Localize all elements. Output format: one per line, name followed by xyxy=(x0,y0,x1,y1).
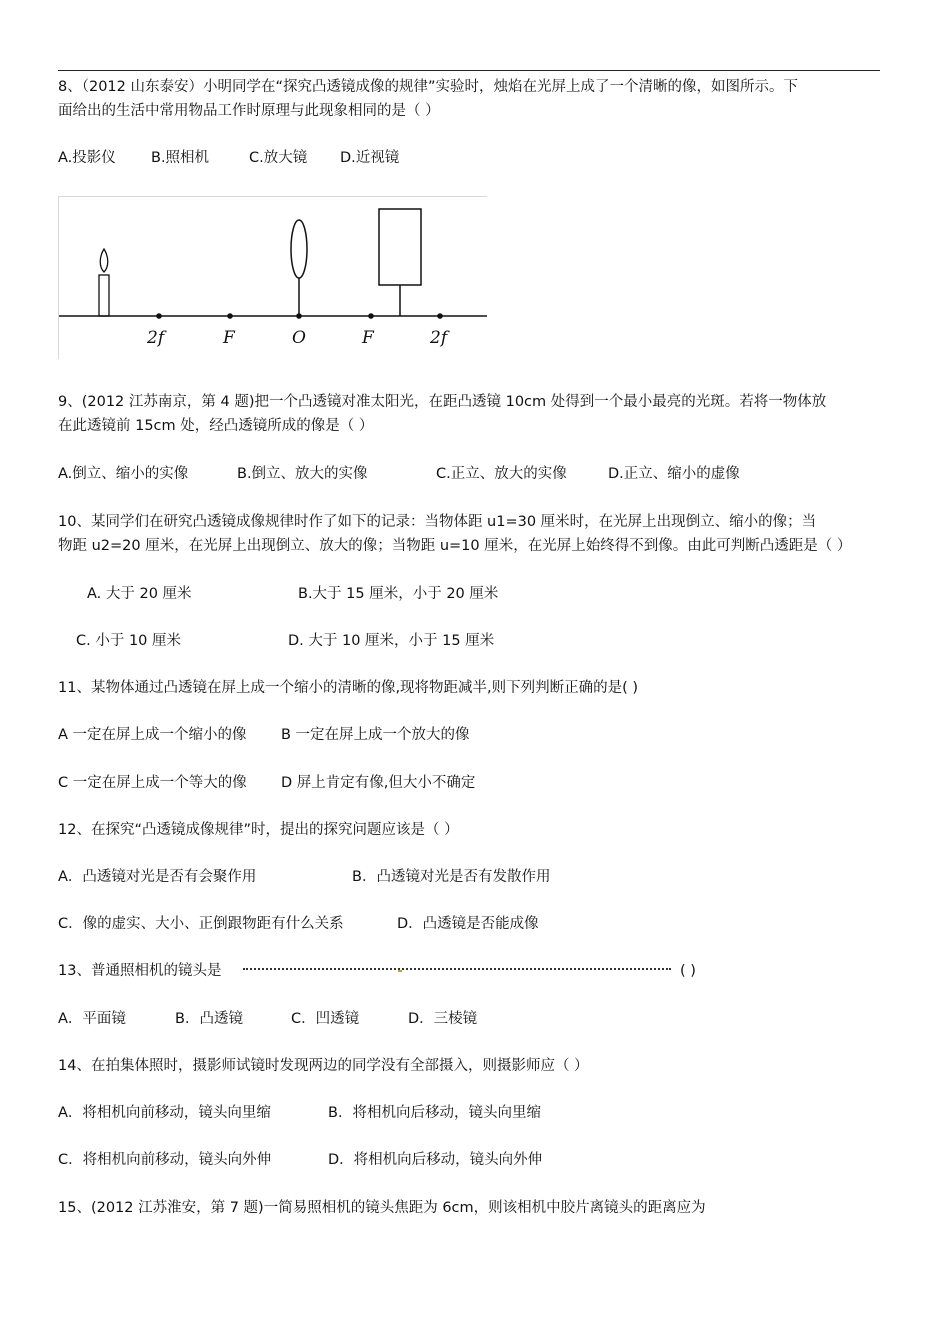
question-11-option-d: D 屏上肯定有像,但大小不确定 xyxy=(281,775,476,791)
label-o: O xyxy=(292,328,306,348)
question-9-option-c: C.正立、放大的实像 xyxy=(436,466,567,482)
question-13-line-1: 13、普通照相机的镜头是 xyxy=(58,963,222,979)
question-12-option-b: B．凸透镜对光是否有发散作用 xyxy=(352,869,551,885)
question-13-dotted-leader xyxy=(243,968,671,970)
question-14-line-1: 14、在拍集体照时，摄影师试镜时发现两边的同学没有全部摄入，则摄影师应（ ） xyxy=(58,1058,589,1074)
question-14-option-a: A．将相机向前移动，镜头向里缩 xyxy=(58,1105,271,1121)
candle-flame xyxy=(100,249,108,272)
question-13-option-b: B．凸透镜 xyxy=(175,1011,243,1027)
question-13-answer-blank: ( ) xyxy=(680,963,696,979)
label-2f-left: 2f xyxy=(147,328,165,348)
question-9-line-1: 9、(2012 江苏南京，第 4 题)把一个凸透镜对准太阳光，在距凸透镜 10cm 处得到一个最小最亮的光斑。若将一物体放 xyxy=(58,394,827,410)
question-15-line-1: 15、(2012 江苏淮安，第 7 题)一简易照相机的镜头焦距为 6cm，则该相机中胶片离镜头的距离应为 xyxy=(58,1200,706,1216)
question-11-option-a: A 一定在屏上成一个缩小的像 xyxy=(58,727,247,743)
question-10-option-d: D. 大于 10 厘米，小于 15 厘米 xyxy=(288,633,495,649)
point-f-right xyxy=(368,313,374,319)
question-11-option-c: C 一定在屏上成一个等大的像 xyxy=(58,775,247,791)
question-10-option-b: B.大于 15 厘米，小于 20 厘米 xyxy=(298,586,499,602)
question-8-option-d: D.近视镜 xyxy=(340,150,400,166)
label-f-left: F xyxy=(223,328,235,348)
question-13-option-d: D．三棱镜 xyxy=(408,1011,478,1027)
question-8-line-1: 8、（2012 山东泰安）小明同学在“探究凸透镜成像的规律”实验时，烛焰在光屏上成了一个清晰的像，如图所示。下 xyxy=(58,79,799,95)
point-o xyxy=(296,313,302,319)
question-9-option-b: B.倒立、放大的实像 xyxy=(237,466,368,482)
convex-lens xyxy=(291,220,307,278)
question-8-line-2: 面给出的生活中常用物品工作时原理与此现象相同的是（ ） xyxy=(58,103,440,119)
light-screen xyxy=(379,209,421,285)
question-12-option-d: D．凸透镜是否能成像 xyxy=(397,916,539,932)
question-13-option-c: C．凹透镜 xyxy=(291,1011,360,1027)
question-14-option-c: C．将相机向前移动，镜头向外伸 xyxy=(58,1152,272,1168)
header-rule xyxy=(58,70,880,71)
lens-diagram-figure xyxy=(58,196,487,359)
question-9-option-d: D.正立、缩小的虚像 xyxy=(608,466,740,482)
question-11-option-b: B 一定在屏上成一个放大的像 xyxy=(281,727,470,743)
question-10-line-1: 10、某同学们在研究凸透镜成像规律时作了如下的记录：当物体距 u1=30 厘米时，在光屏上出现倒立、缩小的像；当 xyxy=(58,514,817,530)
question-14-option-b: B．将相机向后移动，镜头向里缩 xyxy=(328,1105,541,1121)
question-12-option-a: A．凸透镜对光是否有会聚作用 xyxy=(58,869,257,885)
question-11-line-1: 11、某物体通过凸透镜在屏上成一个缩小的清晰的像,现将物距减半,则下列判断正确的是( ) xyxy=(58,680,639,696)
point-2f-right xyxy=(437,313,443,319)
point-f-left xyxy=(227,313,233,319)
question-10-option-c: C. 小于 10 厘米 xyxy=(76,633,182,649)
label-f-right: F xyxy=(362,328,374,348)
dotted-leader-mark xyxy=(398,970,402,972)
candle-body xyxy=(99,275,109,316)
question-9-option-a: A.倒立、缩小的实像 xyxy=(58,466,189,482)
question-12-option-c: C．像的虚实、大小、正倒跟物距有什么关系 xyxy=(58,916,344,932)
question-8-option-b: B.照相机 xyxy=(151,150,210,166)
question-13-option-a: A．平面镜 xyxy=(58,1011,126,1027)
label-2f-right: 2f xyxy=(430,328,448,348)
question-10-option-a: A. 大于 20 厘米 xyxy=(87,586,192,602)
question-8-option-a: A.投影仪 xyxy=(58,150,116,166)
question-9-line-2: 在此透镜前 15cm 处，经凸透镜所成的像是（ ） xyxy=(58,418,374,434)
point-2f-left xyxy=(156,313,162,319)
question-12-line-1: 12、在探究“凸透镜成像规律”时，提出的探究问题应该是（ ） xyxy=(58,822,459,838)
question-8-option-c: C.放大镜 xyxy=(249,150,308,166)
question-10-line-2: 物距 u2=20 厘米，在光屏上出现倒立、放大的像；当物距 u=10 厘米，在光屏上始终得不到像。由此可判断凸透距是（ ） xyxy=(58,538,852,554)
question-14-option-d: D．将相机向后移动，镜头向外伸 xyxy=(328,1152,543,1168)
